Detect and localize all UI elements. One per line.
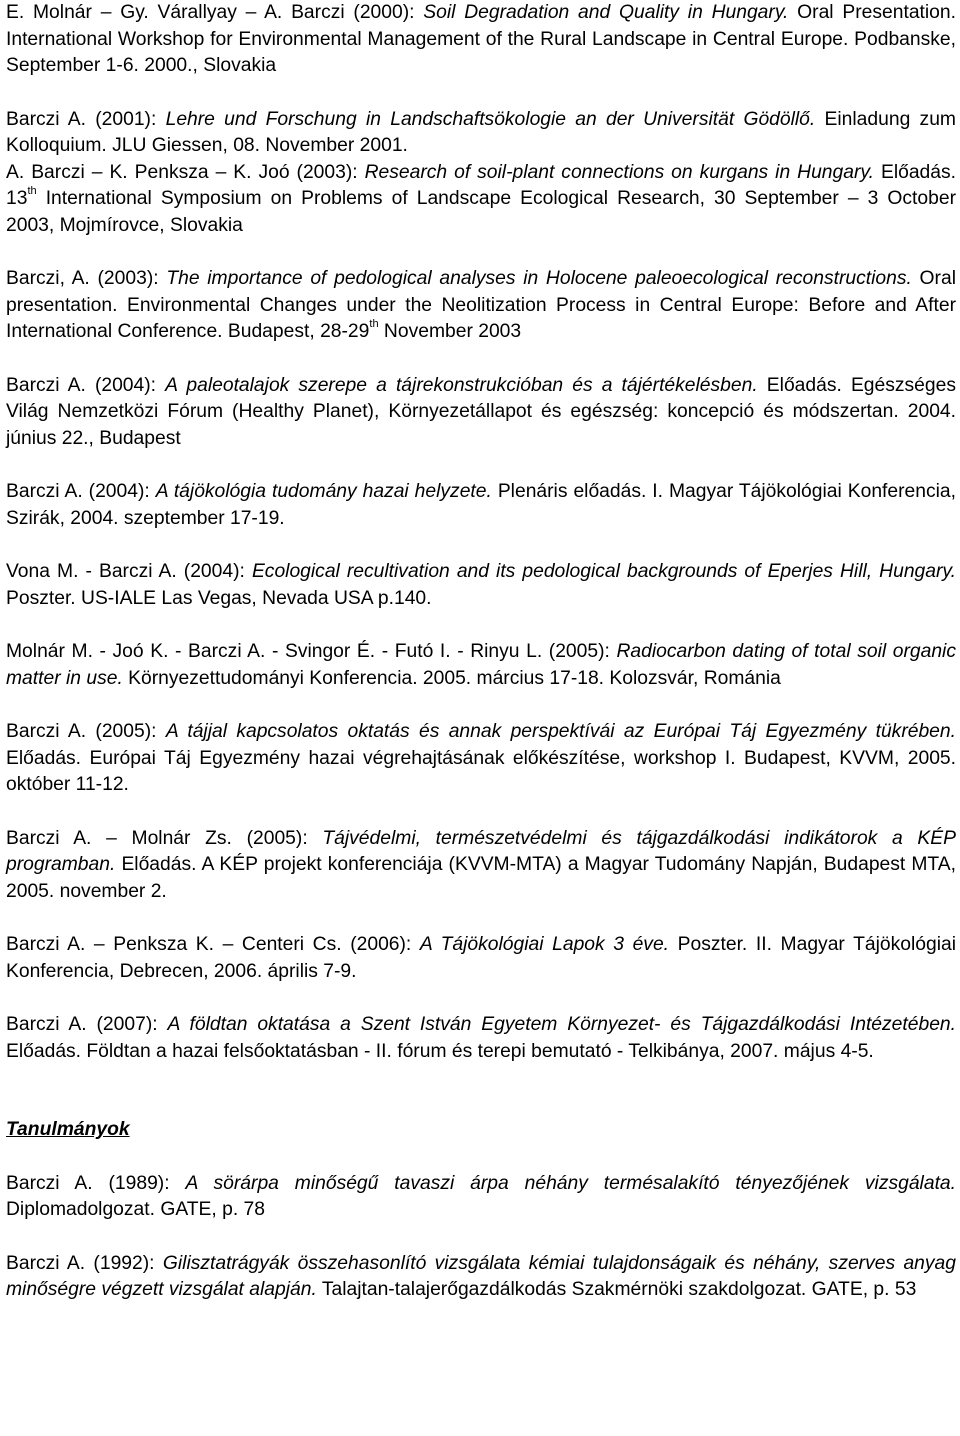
- superscript: th: [27, 184, 37, 197]
- reference-entry: [6, 826, 956, 906]
- reference-entry: [6, 932, 956, 985]
- reference-title: Tájvédelmi, természetvédelmi és tájgazdálkodási indikátorok a KÉP programban.: [6, 827, 956, 875]
- document-page: [6, 0, 956, 1304]
- reference-entry: [6, 479, 956, 532]
- reference-text: Poszter. II. Magyar Tájökológiai Konferencia, Debrecen, 2006. április 7-9.: [6, 934, 956, 982]
- reference-text: Barczi A. (2004):: [6, 481, 156, 502]
- reference-title: Lehre und Forschung in Landschaftsökologie an der Universität Gödöllő.: [165, 108, 816, 130]
- reference-text: Előadás. Egészséges Világ Nemzetközi Fórum (Healthy Planet), Környezetállapot és egészség: koncepció és módszertan. 2004. június 22., Budapest: [6, 374, 956, 449]
- reference-text: Diplomadolgozat. GATE, p. 78: [6, 1199, 265, 1220]
- reference-entry: [6, 266, 956, 346]
- reference-text: International Symposium on Problems of Landscape Ecological Research, 30 September – 3 October 2003, Mojmírovce, Slovakia: [6, 188, 956, 236]
- reference-text: Barczi A. (1992):: [6, 1252, 163, 1274]
- reference-entry: [6, 107, 956, 160]
- reference-title: Ecological recultivation and its pedological backgrounds of Eperjes Hill, Hungary.: [251, 561, 956, 582]
- reference-title: Radiocarbon dating of total soil organic matter in use.: [6, 641, 956, 689]
- reference-entry: [6, 160, 956, 240]
- reference-title: A földtan oktatása a Szent István Egyetem Környezet- és Tájgazdálkodási Intézetében.: [167, 1014, 956, 1035]
- reference-title: Research of soil-plant connections on kurgans in Hungary.: [364, 161, 874, 183]
- reference-text: Környezettudományi Konferencia. 2005. március 17-18. Kolozsvár, Románia: [122, 667, 781, 689]
- reference-entry: [6, 0, 956, 80]
- reference-entry: [6, 1251, 956, 1304]
- reference-text: Barczi A. (1989):: [6, 1172, 186, 1194]
- reference-title: Soil Degradation and Quality in Hungary.: [423, 2, 789, 23]
- reference-title: A Tájökológiai Lapok 3 éve.: [419, 934, 670, 955]
- reference-text: Vona M. - Barczi A. (2004):: [6, 561, 252, 582]
- reference-entry: [6, 559, 956, 612]
- reference-title: The importance of pedological analyses in Holocene paleoecological reconstructions.: [166, 268, 912, 289]
- reference-text: Oral presentation. Environmental Changes under the Neolitization Process in Central Europe: Before and After International Conference. Budapest, 28-29: [6, 268, 956, 342]
- reference-text: Barczi A. – Penksza K. – Centeri Cs. (2006):: [6, 934, 420, 955]
- reference-text: Barczi A. – Molnár Zs. (2005):: [6, 827, 323, 849]
- reference-text: Előadás. A KÉP projekt konferenciája (KVVM-MTA) a Magyar Tudomány Napján, Budapest MTA, 2005. november 2.: [6, 854, 956, 902]
- reference-text: Plenáris előadás. I. Magyar Tájökológiai Konferencia, Szirák, 2004. szeptember 17-19.: [6, 481, 957, 529]
- reference-list-studies: [6, 1171, 956, 1304]
- section-heading: Tanulmányok: [6, 1119, 130, 1140]
- reference-text: Talajtan-talajerőgazdálkodás Szakmérnöki szakdolgozat. GATE, p. 53: [316, 1279, 917, 1300]
- reference-entry: [6, 719, 956, 799]
- reference-title: A sörárpa minőségű tavaszi árpa néhány termésalakító tényezőjének vizsgálata.: [185, 1172, 957, 1194]
- reference-text: Előadás. Európai Táj Egyezmény hazai végrehajtásának előkészítése, workshop I. Budapest, KVVM, 2005. október 11-12.: [6, 747, 956, 795]
- reference-entry: [6, 1171, 956, 1224]
- reference-text: A. Barczi – K. Penksza – K. Joó (2003):: [6, 161, 365, 183]
- reference-text: E. Molnár – Gy. Várallyay – A. Barczi (2000):: [6, 2, 424, 23]
- reference-title: A tájökológia tudomány hazai helyzete.: [155, 481, 492, 502]
- reference-title: A paleotalajok szerepe a tájrekonstrukcióban és a tájértékelésben.: [165, 374, 758, 396]
- reference-entry: [6, 1012, 956, 1065]
- reference-text: Poszter. US-IALE Las Vegas, Nevada USA p.140.: [6, 587, 432, 609]
- reference-text: Barczi A. (2001):: [6, 108, 166, 130]
- reference-text: Einladung zum Kolloquium. JLU Giessen, 08. November 2001.: [6, 108, 956, 156]
- reference-text: Előadás. 13: [6, 161, 956, 209]
- reference-text: Barczi A. (2004):: [6, 374, 166, 396]
- reference-text: Barczi A. (2005):: [6, 721, 166, 742]
- superscript: th: [369, 317, 379, 330]
- reference-title: Gilisztatrágyák összehasonlító vizsgálata kémiai tulajdonságaik és néhány, szerves anyag minőségre végzett vizsgálat alapján.: [6, 1252, 956, 1300]
- reference-text: Barczi, A. (2003):: [6, 268, 167, 289]
- reference-text: Előadás. Földtan a hazai felsőoktatásban - II. fórum és terepi bemutató - Telkibánya, 2007. május 4-5.: [6, 1040, 874, 1062]
- reference-entry: [6, 639, 956, 692]
- reference-text: Barczi A. (2007):: [6, 1014, 168, 1035]
- reference-entry: [6, 373, 956, 453]
- reference-text: Oral Presentation. International Workshop for Environmental Management of the Rural Landscape in Central Europe. Podbanske, September 1-6. 2000., Slovakia: [6, 2, 956, 76]
- reference-text: Molnár M. - Joó K. - Barczi A. - Svingor É. - Futó I. - Rinyu L. (2005):: [6, 641, 617, 662]
- reference-text: November 2003: [378, 321, 522, 342]
- reference-list-presentations: [6, 0, 956, 1065]
- reference-title: A tájjal kapcsolatos oktatás és annak perspektívái az Európai Táj Egyezmény tükrében.: [165, 721, 956, 742]
